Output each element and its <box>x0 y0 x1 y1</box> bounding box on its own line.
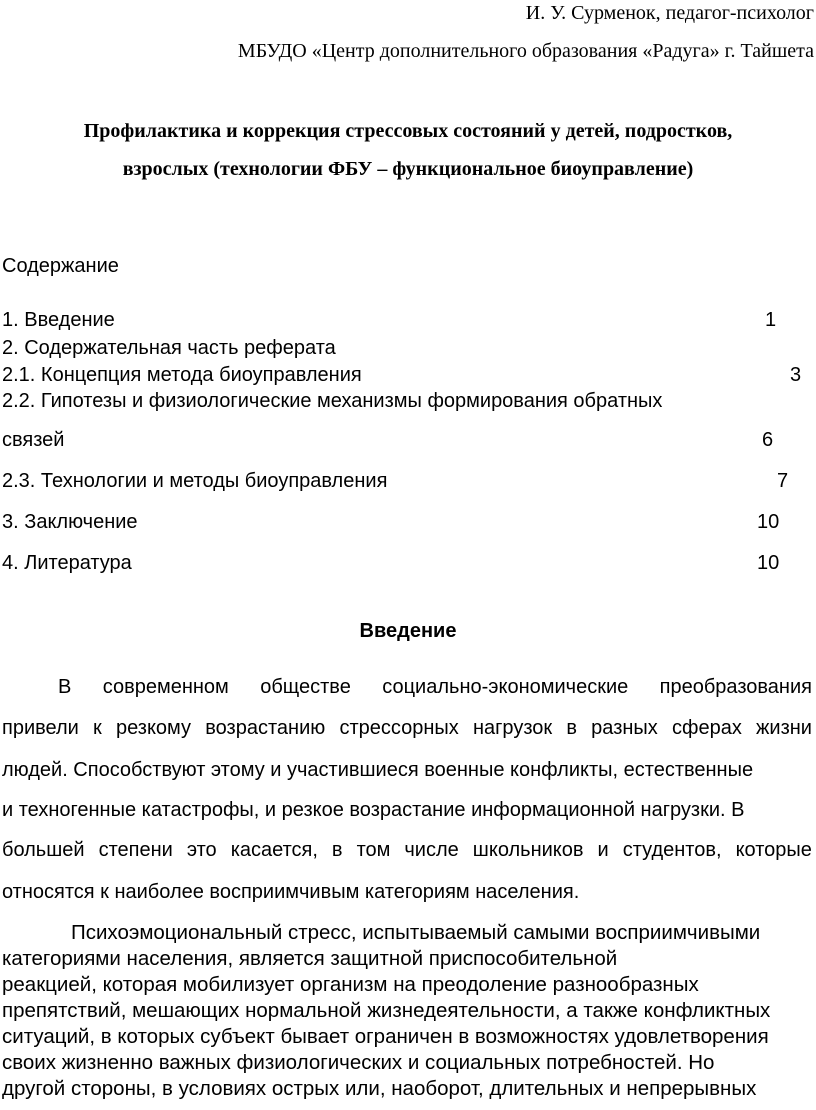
toc-item-label: 2.2. Гипотезы и физиологические механизмы формирования обратных <box>2 390 663 412</box>
word: касается, <box>230 839 318 861</box>
paragraph-line <box>2 717 812 740</box>
word: к <box>93 717 102 739</box>
toc-item-label: 1. Введение <box>2 309 115 331</box>
word: большей <box>2 839 85 861</box>
paragraph-line <box>2 839 812 862</box>
word: степени <box>98 839 173 861</box>
word: школьников <box>472 839 584 861</box>
paragraph-line: Психоэмоциональный стресс, испытываемый самыми восприимчивыми <box>71 921 761 944</box>
word: и <box>597 839 609 861</box>
paragraph-line: другой стороны, в условиях острых или, наоборот, длительных и непрерывных <box>2 1077 757 1100</box>
document-title-line-1: Профилактика и коррекция стрессовых состояний у детей, подростков, <box>83 120 733 142</box>
word: социально-экономические <box>382 676 629 698</box>
toc-item-page: 10 <box>757 511 780 533</box>
toc-item-label: 4. Литература <box>2 552 132 574</box>
word: преобразования <box>659 676 812 698</box>
toc-item-label: 2.3. Технологии и методы биоуправления <box>2 470 388 492</box>
word: нагрузок <box>472 717 553 739</box>
word: числе <box>404 839 459 861</box>
word: возрастанию <box>205 717 326 739</box>
word: стрессорных <box>339 717 459 739</box>
word: разных <box>591 717 658 739</box>
paragraph-line: своих жизненно важных физиологических и социальных потребностей. Но <box>2 1051 715 1074</box>
paragraph-line: относятся к наиболее восприимчивым категориям населения. <box>2 881 580 903</box>
word: том <box>356 839 391 861</box>
toc-item-page: 3 <box>790 364 802 386</box>
toc-item-page: 10 <box>757 552 780 574</box>
paragraph-line: ситуаций, в которых субъект бывает ограничен в возможностях удовлетворения <box>2 1025 769 1048</box>
paragraph-line: и техногенные катастрофы, и резкое возрастание информационной нагрузки. В <box>2 799 745 821</box>
toc-heading: Содержание <box>2 255 119 277</box>
toc-item-page: 1 <box>765 309 777 331</box>
organization-line: МБУДО «Центр дополнительного образования «Радуга» г. Тайшета <box>237 40 814 62</box>
paragraph-line: людей. Способствуют этому и участившиеся военные конфликты, естественные <box>2 759 754 781</box>
paragraph-line <box>58 676 812 699</box>
toc-item-page: 7 <box>777 470 789 492</box>
word: студентов, <box>622 839 722 861</box>
word: резкому <box>115 717 192 739</box>
word: обществе <box>260 676 351 698</box>
word: сферах <box>672 717 742 739</box>
word: которые <box>735 839 812 861</box>
word: В <box>58 676 72 698</box>
word: в <box>566 717 577 739</box>
word: жизни <box>756 717 812 739</box>
document-title-line-2: взрослых (технологии ФБУ – функциональное биоуправление) <box>122 158 694 180</box>
toc-item-label: 3. Заключение <box>2 511 138 533</box>
word: это <box>186 839 217 861</box>
toc-item-label: 2.1. Концепция метода биоуправления <box>2 364 362 386</box>
word: привели <box>2 717 79 739</box>
paragraph-line: категориями населения, является защитной приспособительной <box>2 947 618 970</box>
author-line: И. У. Сурменок, педагог-психолог <box>525 2 814 24</box>
paragraph-line: реакцией, которая мобилизует организм на преодоление разнообразных <box>2 973 699 996</box>
toc-item-label: 2. Содержательная часть реферата <box>2 337 336 359</box>
toc-item-label: связей <box>2 429 65 451</box>
word: современном <box>102 676 229 698</box>
word: в <box>331 839 343 861</box>
toc-item-page: 6 <box>762 429 774 451</box>
paragraph-line: препятствий, мешающих нормальной жизнедеятельности, а также конфликтных <box>2 999 771 1022</box>
section-heading-introduction: Введение <box>359 620 457 642</box>
